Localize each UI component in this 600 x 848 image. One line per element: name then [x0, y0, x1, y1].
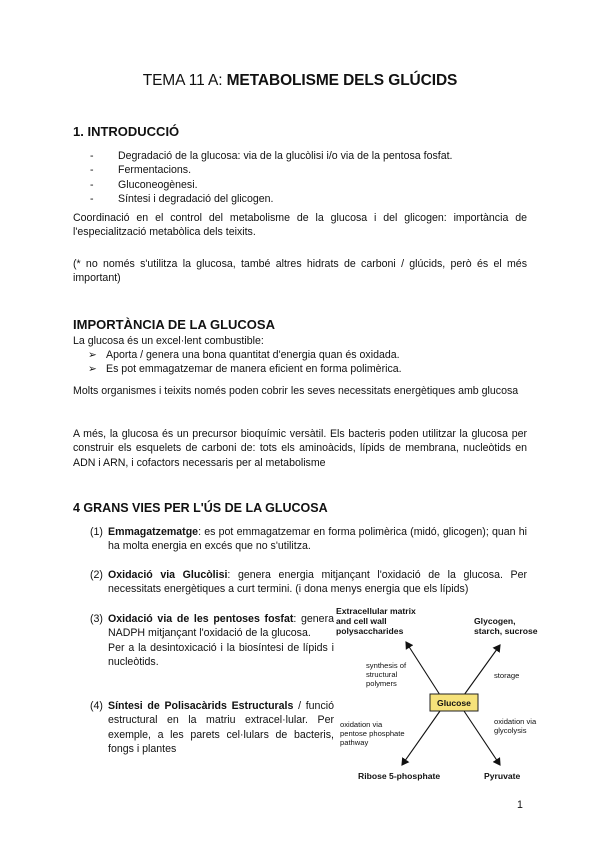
- list-item: [88, 362, 528, 376]
- route-extra: Per a la desintoxicació i la biosíntesi de lípids i nucleòtids.: [108, 641, 334, 669]
- route-item-3: [108, 612, 334, 670]
- route-number: (3): [90, 613, 103, 625]
- coordination-paragraph: Coordinació en el control del metabolisme de la glucosa i del glicogen: importància de l'especialització metabòlica dels teixits.: [73, 212, 527, 239]
- diagram-extracellular-label: Extracellular matrix and cell wall polysaccharides: [336, 606, 416, 636]
- route-text: / funció estructural en la matriu extracel·lular. Per exemple, a les parets cel·lulars de bacteris, fongs i plantes: [108, 700, 334, 756]
- bullet-text: Es pot emmagatzemar de manera eficient en forma polimèrica.: [106, 363, 402, 376]
- list-item: [88, 348, 528, 362]
- route-number: (4): [90, 700, 103, 712]
- diagram-glycogen-label: Glycogen, starch, sucrose: [474, 616, 538, 636]
- importance-paragraph-1: Molts organismes i teixits només poden cobrir les seves necessitats energètiques amb glucosa: [73, 385, 519, 397]
- diagram-storage-label: storage: [494, 671, 520, 680]
- importance-lead: La glucosa és un excel·lent combustible:: [73, 335, 264, 347]
- route-item-2: [108, 568, 527, 597]
- note-paragraph: (* no només s'utilitza la glucosa, també altres hidrats de carboni / glúcids, però és el més important): [73, 258, 527, 285]
- title-main: METABOLISME DELS GLÚCIDS: [226, 72, 458, 89]
- importance-paragraph-2: A més, la glucosa és un precursor bioquímic versàtil. Els bacteris poden utilitzar la glucosa per construir els esquelets de carboni de: tots els aminoàcids, lípids de membrana, nucleòtids en ADN i ARN, i cofactors necessaris per al metabolisme: [73, 428, 527, 469]
- diagram-synthesis-label: synthesis of structural polymers: [366, 661, 407, 688]
- list-item: - Fermentacions.: [90, 163, 530, 177]
- diagram-pyruvate-label: Pyruvate: [484, 771, 521, 781]
- glucose-pathways-diagram: [334, 602, 556, 782]
- arrow-to-ribose: [402, 711, 440, 765]
- arrow-icon: ➢: [88, 349, 97, 361]
- arrow-icon: ➢: [88, 363, 97, 376]
- route-term: Oxidació via Glucòlisi: [108, 569, 228, 581]
- routes-heading: 4 GRANS VIES PER L'ÚS DE LA GLUCOSA: [73, 501, 328, 515]
- list-item: - Degradació de la glucosa: via de la glucòlisi i/o via de la pentosa fosfat.: [90, 149, 530, 163]
- route-item-1: [108, 525, 527, 554]
- route-term: Oxidació via de les pentoses fosfat: [108, 613, 294, 625]
- diagram-pentose-label: oxidation via pentose phosphate pathway: [340, 720, 405, 747]
- title-prefix: TEMA 11 A:: [142, 72, 227, 89]
- bullet-text: Aporta / genera una bona quantitat d'energia quan és oxidada.: [106, 349, 400, 361]
- importance-bullets: [88, 348, 528, 377]
- route-number: (2): [90, 569, 103, 581]
- route-text: : genera NADPH mitjançant l'oxidació de la glucosa.: [108, 613, 334, 640]
- route-term: Síntesi de Polisacàrids Estructurals: [108, 700, 294, 712]
- route-term: Emmagatzematge: [108, 526, 199, 538]
- route-text: : es pot emmagatzemar en forma polimèrica (midó, glicogen); quan hi ha molta energia en excés que no s'utilitza.: [108, 526, 527, 553]
- route-text: : genera energia mitjançant l'oxidació de la glucosa. Per necessitats energètiques a curt termini. (i dona menys energia que els lípids): [108, 569, 527, 596]
- list-item: - Síntesi i degradació del glicogen.: [90, 192, 530, 206]
- arrow-to-extracellular: [406, 642, 440, 695]
- intro-list: [90, 149, 530, 207]
- diagram-ribose-label: Ribose 5-phosphate: [358, 771, 441, 781]
- diagram-glycolysis-label: oxidation via glycolysis: [494, 717, 537, 735]
- page-title: [0, 72, 600, 90]
- route-item-4: [108, 699, 334, 757]
- diagram-glucose-label: Glucose: [437, 698, 471, 708]
- arrow-to-glycogen: [464, 645, 500, 695]
- intro-heading: 1. INTRODUCCIÓ: [73, 124, 180, 139]
- importance-heading: IMPORTÀNCIA DE LA GLUCOSA: [73, 317, 275, 332]
- route-number: (1): [90, 526, 103, 538]
- list-item: - Gluconeogènesi.: [90, 178, 530, 192]
- page-number: 1: [517, 799, 523, 811]
